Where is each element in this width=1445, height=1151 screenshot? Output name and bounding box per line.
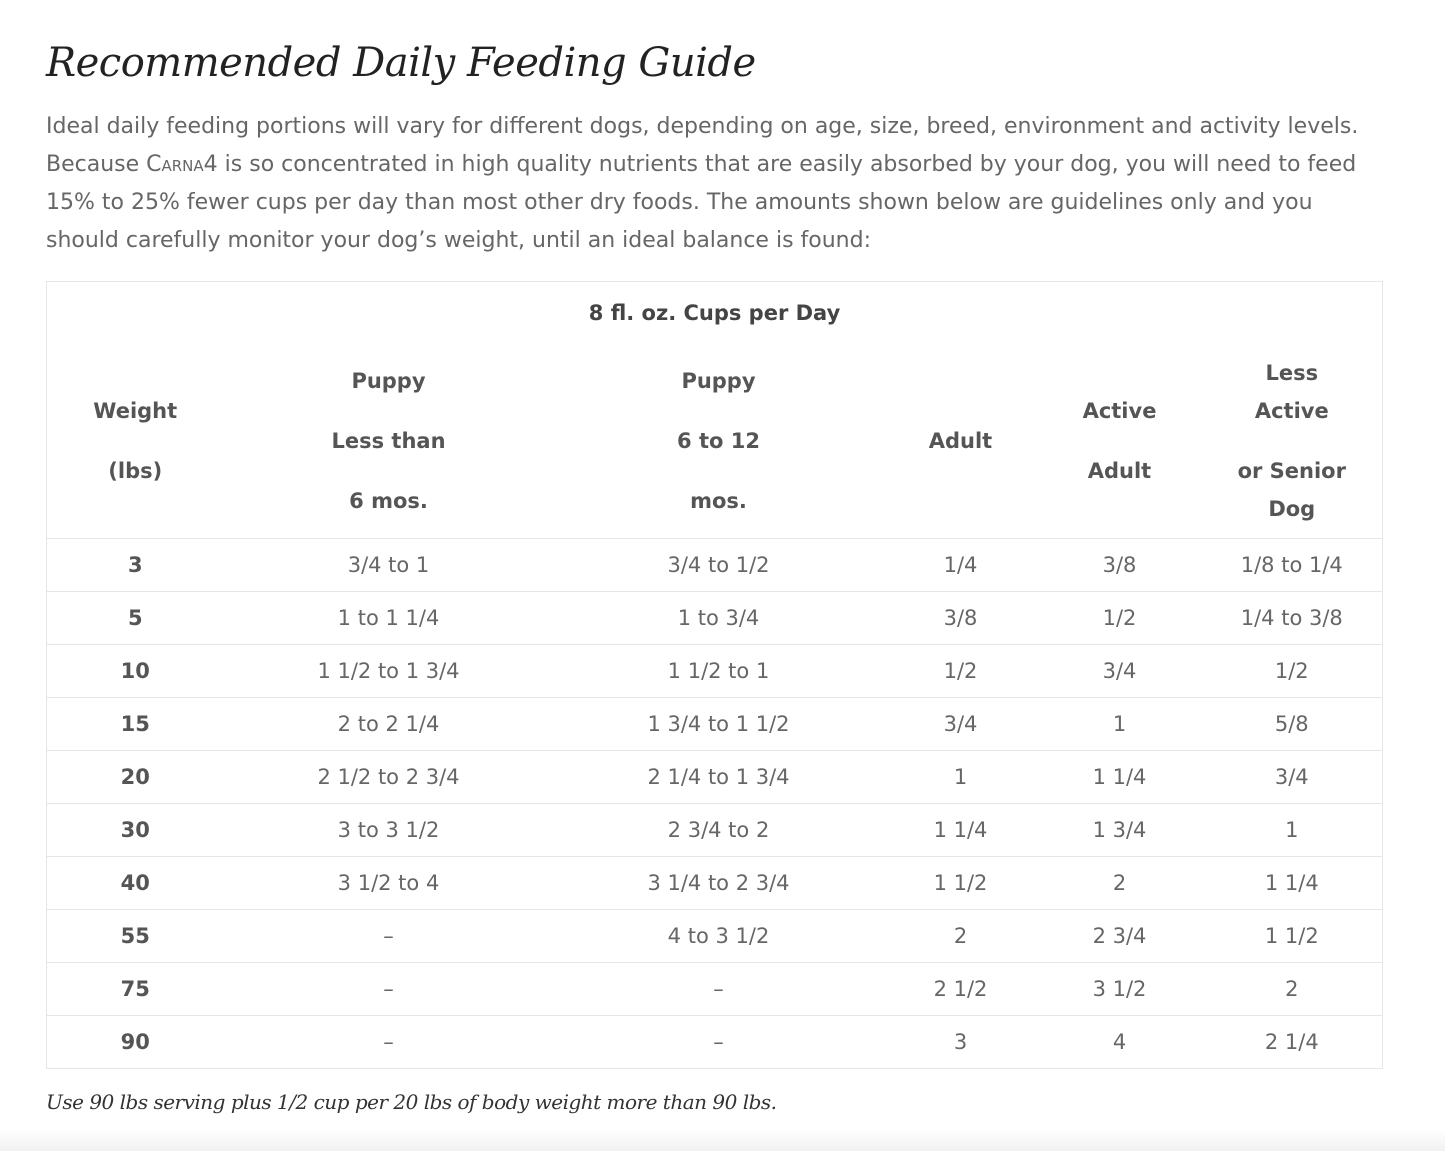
senior-cell: 2 bbox=[1285, 977, 1299, 1001]
active-adult-cell: 1 1/4 bbox=[1092, 765, 1147, 789]
column-header-adult bbox=[884, 344, 1038, 539]
column-header-weight bbox=[47, 344, 224, 539]
weight-cell: 10 bbox=[120, 659, 150, 683]
puppy-lt6-cell: 3/4 to 1 bbox=[347, 553, 430, 577]
senior-cell: 1/8 to 1/4 bbox=[1240, 553, 1343, 577]
senior-cell: 1 1/2 bbox=[1264, 924, 1319, 948]
puppy-lt6-cell: 1 to 1 1/4 bbox=[337, 606, 440, 630]
weight-cell: 3 bbox=[127, 553, 143, 577]
span-header-row bbox=[47, 282, 1383, 345]
intro-text-start: Ideal daily feeding portions will vary for different dogs, depending on age, size, breed, environment and activity levels. Because bbox=[46, 114, 1359, 177]
puppy-lt6-cell: – bbox=[383, 1030, 394, 1054]
weight-cell: 55 bbox=[120, 924, 150, 948]
adult-cell: 2 1/2 bbox=[933, 977, 988, 1001]
table-row bbox=[47, 804, 1383, 857]
puppy-6-12-cell: 2 1/4 to 1 3/4 bbox=[647, 765, 790, 789]
footnote: Use 90 lbs serving plus 1/2 cup per 20 lbs of body weight more than 90 lbs. bbox=[46, 1090, 777, 1114]
puppy-lt6-cell: 1 1/2 to 1 3/4 bbox=[317, 659, 460, 683]
senior-cell: 3/4 bbox=[1274, 765, 1309, 789]
column-header-puppy-6-12-line2: mos. bbox=[690, 489, 747, 513]
adult-cell: 1/2 bbox=[943, 659, 978, 683]
column-header-senior-line-a: Less bbox=[1265, 361, 1319, 385]
puppy-6-12-cell: 3 1/4 to 2 3/4 bbox=[647, 871, 790, 895]
table-body bbox=[47, 539, 1383, 1069]
column-header-adult-line2: Adult bbox=[928, 429, 993, 453]
table-row bbox=[47, 645, 1383, 698]
feeding-table bbox=[46, 281, 1383, 1069]
puppy-6-12-cell: 1 to 3/4 bbox=[677, 606, 760, 630]
senior-cell: 1 bbox=[1285, 818, 1299, 842]
table-row bbox=[47, 1016, 1383, 1069]
adult-cell: 2 bbox=[953, 924, 968, 948]
column-header-weight-line1: Weight bbox=[93, 399, 178, 423]
active-adult-cell: 3 1/2 bbox=[1092, 977, 1147, 1001]
column-header-puppy-lt6-line0: Puppy bbox=[351, 369, 426, 393]
intro-text-end: is so concentrated in high quality nutrients that are easily absorbed by your dog, you will need to feed 15% to 25% fewer cups per day than most other dry foods. The amounts shown below are guidelines only and you should carefully monitor your dog’s weight, until an ideal balance is found: bbox=[46, 152, 1357, 253]
table-row bbox=[47, 592, 1383, 645]
senior-cell: 2 1/4 bbox=[1264, 1030, 1319, 1054]
weight-cell: 5 bbox=[127, 606, 143, 630]
adult-cell: 1 1/4 bbox=[933, 818, 988, 842]
column-header-senior-line2: Dog bbox=[1268, 497, 1316, 521]
table-row bbox=[47, 963, 1383, 1016]
puppy-6-12-cell: 3/4 to 1/2 bbox=[667, 553, 770, 577]
column-header-puppy-6-12-line1: 6 to 12 bbox=[677, 429, 760, 453]
active-adult-cell: 1/2 bbox=[1102, 606, 1137, 630]
puppy-6-12-cell: 1 3/4 to 1 1/2 bbox=[647, 712, 790, 736]
active-adult-cell: 2 bbox=[1112, 871, 1127, 895]
senior-cell: 5/8 bbox=[1274, 712, 1309, 736]
bottom-edge-shade bbox=[0, 1129, 1445, 1151]
active-adult-cell: 1 3/4 bbox=[1092, 818, 1147, 842]
column-header-weight-line2: (lbs) bbox=[108, 459, 163, 483]
column-header-active-line1: Active bbox=[1082, 399, 1157, 423]
column-header-puppy-6-12-line0: Puppy bbox=[681, 369, 756, 393]
adult-cell: 3/4 bbox=[943, 712, 978, 736]
weight-cell: 75 bbox=[120, 977, 150, 1001]
weight-cell: 20 bbox=[120, 765, 150, 789]
puppy-lt6-cell: 3 1/2 to 4 bbox=[337, 871, 440, 895]
active-adult-cell: 4 bbox=[1112, 1030, 1127, 1054]
column-header-puppy-lt6-line1: Less than bbox=[331, 429, 446, 453]
puppy-6-12-cell: 4 to 3 1/2 bbox=[667, 924, 770, 948]
table-row bbox=[47, 698, 1383, 751]
weight-cell: 15 bbox=[120, 712, 150, 736]
column-header-row bbox=[47, 344, 1383, 539]
table-row bbox=[47, 910, 1383, 963]
puppy-lt6-cell: – bbox=[383, 924, 394, 948]
senior-cell: 1/2 bbox=[1274, 659, 1309, 683]
puppy-lt6-cell: 2 1/2 to 2 3/4 bbox=[317, 765, 460, 789]
page-title: Recommended Daily Feeding Guide bbox=[46, 40, 756, 86]
adult-cell: 3 bbox=[953, 1030, 968, 1054]
senior-cell: 1 1/4 bbox=[1264, 871, 1319, 895]
adult-cell: 1/4 bbox=[943, 553, 978, 577]
puppy-6-12-cell: 2 3/4 to 2 bbox=[667, 818, 770, 842]
column-header-active-adult bbox=[1038, 344, 1202, 539]
weight-cell: 30 bbox=[120, 818, 150, 842]
column-header-active-line2: Adult bbox=[1087, 459, 1152, 483]
column-header-puppy-less-than-6 bbox=[224, 344, 554, 539]
senior-cell: 1/4 to 3/8 bbox=[1240, 606, 1343, 630]
column-header-less-active-senior bbox=[1202, 344, 1383, 539]
puppy-6-12-cell: 1 1/2 to 1 bbox=[667, 659, 770, 683]
puppy-lt6-cell: – bbox=[383, 977, 394, 1001]
column-header-puppy-lt6-line2: 6 mos. bbox=[349, 489, 428, 513]
brand-name: Carna4 bbox=[146, 152, 218, 177]
column-header-puppy-6-to-12 bbox=[554, 344, 884, 539]
cups-per-day-heading: 8 fl. oz. Cups per Day bbox=[588, 301, 841, 325]
active-adult-cell: 3/4 bbox=[1102, 659, 1137, 683]
active-adult-cell: 2 3/4 bbox=[1092, 924, 1147, 948]
column-header-senior-line-b: Active bbox=[1254, 399, 1329, 423]
puppy-6-12-cell: – bbox=[713, 977, 724, 1001]
column-header-senior-line1: or Senior bbox=[1237, 459, 1346, 483]
puppy-lt6-cell: 2 to 2 1/4 bbox=[337, 712, 440, 736]
adult-cell: 1 bbox=[953, 765, 968, 789]
adult-cell: 1 1/2 bbox=[933, 871, 988, 895]
puppy-lt6-cell: 3 to 3 1/2 bbox=[337, 818, 440, 842]
active-adult-cell: 1 bbox=[1112, 712, 1127, 736]
intro-paragraph bbox=[46, 108, 1382, 260]
table-row bbox=[47, 857, 1383, 910]
table-row bbox=[47, 539, 1383, 592]
active-adult-cell: 3/8 bbox=[1102, 553, 1137, 577]
adult-cell: 3/8 bbox=[943, 606, 978, 630]
weight-cell: 40 bbox=[120, 871, 150, 895]
table-row bbox=[47, 751, 1383, 804]
weight-cell: 90 bbox=[120, 1030, 150, 1054]
puppy-6-12-cell: – bbox=[713, 1030, 724, 1054]
